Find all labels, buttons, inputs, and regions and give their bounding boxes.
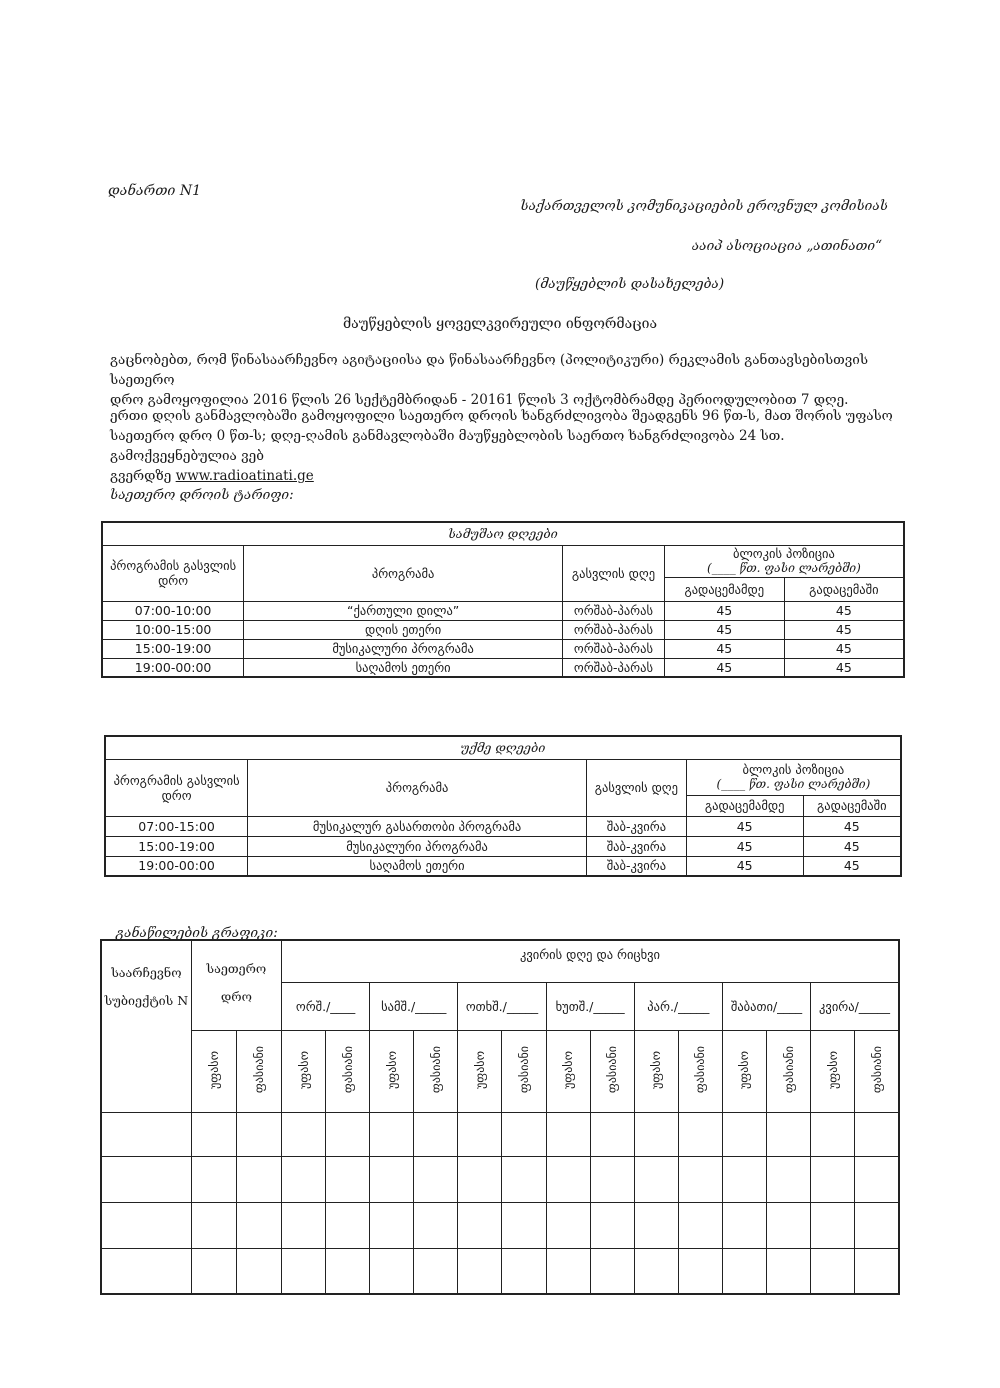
schedule-cell[interactable] — [546, 1112, 590, 1156]
table-row — [102, 601, 904, 620]
schedule-row — [101, 1112, 899, 1156]
col-header-weekdays: კვირის დღე და რიცხვი — [282, 940, 900, 982]
schedule-cell[interactable] — [191, 1156, 236, 1202]
schedule-cell[interactable] — [502, 1202, 546, 1248]
schedule-cell[interactable] — [282, 1248, 326, 1294]
col-header-day: გასვლის დღე — [563, 545, 665, 601]
schedule-cell[interactable] — [767, 1156, 811, 1202]
weekdays-table — [101, 521, 905, 678]
col-header-time: პროგრამის გასვლის დრო — [102, 545, 244, 601]
row-program: მუსიკალურ გასართობი პროგრამა — [248, 816, 587, 836]
row-during: 45 — [803, 856, 901, 876]
day-saturday: შაბათი/____ — [722, 982, 810, 1030]
table-row — [102, 658, 904, 677]
schedule-cell[interactable] — [191, 1248, 236, 1294]
row-before: 45 — [686, 836, 803, 856]
day-friday: პარ./_____ — [634, 982, 722, 1030]
schedule-cell[interactable] — [634, 1202, 678, 1248]
row-day: ორშაბ-პარას — [563, 601, 665, 620]
row-day: შაბ-კვირა — [586, 856, 686, 876]
schedule-cell[interactable] — [101, 1202, 191, 1248]
schedule-cell[interactable] — [634, 1112, 678, 1156]
day-monday: ორშ./____ — [282, 982, 370, 1030]
row-during: 45 — [784, 620, 904, 639]
website-link[interactable]: www.radioatinati.ge — [175, 468, 314, 484]
tariff-label: საეთერო დროის ტარიფი: — [110, 487, 294, 503]
broadcaster-name: ააიპ ასოციაცია „ათინათი“ — [691, 238, 882, 254]
col-header-before: გადაცემამდე — [664, 577, 784, 601]
free-header: უფასო — [546, 1030, 590, 1112]
row-during: 45 — [803, 816, 901, 836]
paid-header: ფასიანი — [502, 1030, 546, 1112]
row-during: 45 — [784, 658, 904, 677]
weekdays-title: სამუშაო დღეები — [102, 522, 904, 545]
schedule-cell[interactable] — [634, 1156, 678, 1202]
schedule-cell[interactable] — [414, 1156, 458, 1202]
col-header-time: პროგრამის გასვლის დრო — [105, 759, 248, 816]
schedule-label: განაწილების გრაფიკი: — [116, 925, 278, 941]
schedule-row — [101, 1202, 899, 1248]
free-header: უფასო — [634, 1030, 678, 1112]
row-program: მუსიკალური პროგრამა — [248, 836, 587, 856]
row-time: 15:00-19:00 — [105, 836, 248, 856]
schedule-cell[interactable] — [590, 1112, 634, 1156]
schedule-cell[interactable] — [191, 1112, 236, 1156]
table-row — [102, 620, 904, 639]
schedule-cell[interactable] — [326, 1248, 370, 1294]
schedule-cell[interactable] — [101, 1248, 191, 1294]
schedule-cell[interactable] — [634, 1248, 678, 1294]
row-program: საღამოს ეთერი — [248, 856, 587, 876]
schedule-cell[interactable] — [678, 1202, 722, 1248]
row-day: ორშაბ-პარას — [563, 658, 665, 677]
row-before: 45 — [686, 816, 803, 836]
schedule-cell[interactable] — [855, 1156, 899, 1202]
schedule-cell[interactable] — [458, 1156, 502, 1202]
schedule-cell[interactable] — [414, 1202, 458, 1248]
schedule-cell[interactable] — [722, 1112, 766, 1156]
schedule-cell[interactable] — [502, 1112, 546, 1156]
schedule-cell[interactable] — [458, 1248, 502, 1294]
schedule-cell[interactable] — [370, 1248, 414, 1294]
schedule-cell[interactable] — [722, 1202, 766, 1248]
schedule-cell[interactable] — [282, 1112, 326, 1156]
paragraph-duration — [110, 406, 910, 486]
col-header-block-sub: (____ წთ. ფასი ლარებში) — [707, 561, 861, 575]
schedule-cell[interactable] — [101, 1112, 191, 1156]
table-row — [105, 816, 901, 836]
row-before: 45 — [664, 620, 784, 639]
schedule-row — [101, 1248, 899, 1294]
col-header-during: გადაცემაში — [803, 795, 901, 816]
schedule-cell[interactable] — [502, 1156, 546, 1202]
schedule-cell[interactable] — [326, 1156, 370, 1202]
schedule-cell[interactable] — [767, 1202, 811, 1248]
schedule-cell[interactable] — [855, 1202, 899, 1248]
schedule-cell[interactable] — [458, 1202, 502, 1248]
paragraph-period — [110, 350, 910, 410]
schedule-cell[interactable] — [236, 1248, 281, 1294]
schedule-cell[interactable] — [811, 1156, 855, 1202]
row-time: 15:00-19:00 — [102, 639, 244, 658]
schedule-cell[interactable] — [236, 1156, 281, 1202]
schedule-cell[interactable] — [370, 1156, 414, 1202]
paragraph-period-line-1: გაცნობებთ, რომ წინასაარჩევნო აგიტაციისა და წინასაარჩევნო (პოლიტიკური) რეკლამის განთავსებისთვის საეთერო — [110, 352, 869, 388]
page-title: მაუწყებლის ყოველკვირეული ინფორმაცია — [342, 316, 658, 332]
row-during: 45 — [784, 639, 904, 658]
col-header-block-label: ბლოკის პოზიცია — [733, 546, 835, 561]
paragraph-duration-line-1: ერთი დღის განმავლობაში გამოყოფილი საეთერო დროის ხანგრძლივობა შეადგენს 96 წთ-ს, მათ შორის უფასო — [110, 408, 893, 424]
col-header-program: პროგრამა — [248, 759, 587, 816]
row-day: შაბ-კვირა — [586, 816, 686, 836]
row-during: 45 — [784, 601, 904, 620]
paid-header: ფასიანი — [414, 1030, 458, 1112]
row-during: 45 — [803, 836, 901, 856]
schedule-cell[interactable] — [236, 1112, 281, 1156]
schedule-cell[interactable] — [370, 1112, 414, 1156]
col-header-day: გასვლის დღე — [586, 759, 686, 816]
schedule-cell[interactable] — [546, 1202, 590, 1248]
schedule-cell[interactable] — [414, 1248, 458, 1294]
schedule-cell[interactable] — [590, 1156, 634, 1202]
paid-header: ფასიანი — [590, 1030, 634, 1112]
row-day: ორშაბ-პარას — [563, 639, 665, 658]
schedule-cell[interactable] — [282, 1156, 326, 1202]
day-thursday: ხუთშ./_____ — [546, 982, 634, 1030]
schedule-row — [101, 1156, 899, 1202]
row-before: 45 — [664, 658, 784, 677]
row-time: 19:00-00:00 — [105, 856, 248, 876]
table-row — [105, 856, 901, 876]
row-day: შაბ-კვირა — [586, 836, 686, 856]
paragraph-period-line-2: დრო გამოყოფილია 2016 წლის 26 სექტემბრიდან - 20161 წლის 3 ოქტომბრამდე პერიოდულობით 7 დღე. — [110, 392, 849, 408]
table-row — [105, 836, 901, 856]
free-header: უფასო — [370, 1030, 414, 1112]
row-before: 45 — [664, 639, 784, 658]
col-header-subject: საარჩევნო სუბიექტის N — [101, 940, 191, 1112]
row-program: “ქართული დილა” — [244, 601, 563, 620]
free-header: უფასო — [458, 1030, 502, 1112]
addressee: საქართველოს კომუნიკაციების ეროვნულ კომისიას — [520, 198, 888, 214]
col-header-block-sub: (____ წთ. ფასი ლარებში) — [716, 777, 871, 791]
weekend-title: უქმე დღეები — [105, 736, 901, 759]
schedule-cell[interactable] — [722, 1248, 766, 1294]
row-time: 19:00-00:00 — [102, 658, 244, 677]
schedule-cell[interactable] — [767, 1248, 811, 1294]
paid-header: ფასიანი — [855, 1030, 899, 1112]
schedule-cell[interactable] — [326, 1112, 370, 1156]
row-before: 45 — [686, 856, 803, 876]
weekend-table — [104, 735, 902, 877]
schedule-cell[interactable] — [546, 1156, 590, 1202]
table-row — [102, 639, 904, 658]
schedule-cell[interactable] — [590, 1248, 634, 1294]
schedule-cell[interactable] — [767, 1112, 811, 1156]
free-header: უფასო — [722, 1030, 766, 1112]
col-header-before: გადაცემამდე — [686, 795, 803, 816]
row-program: საღამოს ეთერი — [244, 658, 563, 677]
paragraph-duration-line-2: საეთერო დრო 0 წთ-ს; დღე-ღამის განმავლობაში მაუწყებლობის საერთო ხანგრძლივობა 24 სთ. გამოქვეყნებულია ვებ — [110, 428, 785, 464]
annex-label: დანართი N1 — [108, 183, 201, 199]
free-header: უფასო — [811, 1030, 855, 1112]
schedule-cell[interactable] — [191, 1202, 236, 1248]
col-header-block — [664, 545, 904, 577]
schedule-cell[interactable] — [855, 1248, 899, 1294]
schedule-cell[interactable] — [678, 1248, 722, 1294]
col-header-during: გადაცემაში — [784, 577, 904, 601]
row-time: 10:00-15:00 — [102, 620, 244, 639]
row-before: 45 — [664, 601, 784, 620]
paid-header: ფასიანი — [678, 1030, 722, 1112]
free-header: უფასო — [191, 1030, 236, 1112]
paid-header: ფასიანი — [236, 1030, 281, 1112]
schedule-cell[interactable] — [678, 1156, 722, 1202]
distribution-schedule-table — [100, 939, 900, 1295]
schedule-cell[interactable] — [811, 1248, 855, 1294]
schedule-cell[interactable] — [236, 1202, 281, 1248]
schedule-cell[interactable] — [678, 1112, 722, 1156]
col-header-airtime: საეთერო დრო — [191, 940, 281, 1030]
web-page-prefix: გვერდზე — [110, 468, 172, 484]
schedule-cell[interactable] — [855, 1112, 899, 1156]
schedule-cell[interactable] — [326, 1202, 370, 1248]
schedule-cell[interactable] — [590, 1202, 634, 1248]
col-header-block-label: ბლოკის პოზიცია — [742, 762, 845, 777]
schedule-cell[interactable] — [546, 1248, 590, 1294]
schedule-cell[interactable] — [811, 1202, 855, 1248]
row-time: 07:00-10:00 — [102, 601, 244, 620]
col-header-block — [686, 759, 901, 795]
schedule-cell[interactable] — [722, 1156, 766, 1202]
free-header: უფასო — [282, 1030, 326, 1112]
col-header-program: პროგრამა — [244, 545, 563, 601]
day-tuesday: სამშ./_____ — [370, 982, 458, 1030]
row-time: 07:00-15:00 — [105, 816, 248, 836]
schedule-cell[interactable] — [370, 1202, 414, 1248]
schedule-cell[interactable] — [502, 1248, 546, 1294]
row-program: დღის ეთერი — [244, 620, 563, 639]
schedule-cell[interactable] — [458, 1112, 502, 1156]
schedule-cell[interactable] — [414, 1112, 458, 1156]
schedule-cell[interactable] — [811, 1112, 855, 1156]
row-program: მუსიკალური პროგრამა — [244, 639, 563, 658]
day-sunday: კვირა/_____ — [811, 982, 899, 1030]
broadcaster-caption: (მაუწყებლის დასახელება) — [535, 276, 725, 292]
schedule-cell[interactable] — [282, 1202, 326, 1248]
paragraph-duration-line-3 — [110, 466, 910, 486]
day-wednesday: ოთხშ./_____ — [458, 982, 546, 1030]
paid-header: ფასიანი — [767, 1030, 811, 1112]
schedule-cell[interactable] — [101, 1156, 191, 1202]
paid-header: ფასიანი — [326, 1030, 370, 1112]
row-day: ორშაბ-პარას — [563, 620, 665, 639]
